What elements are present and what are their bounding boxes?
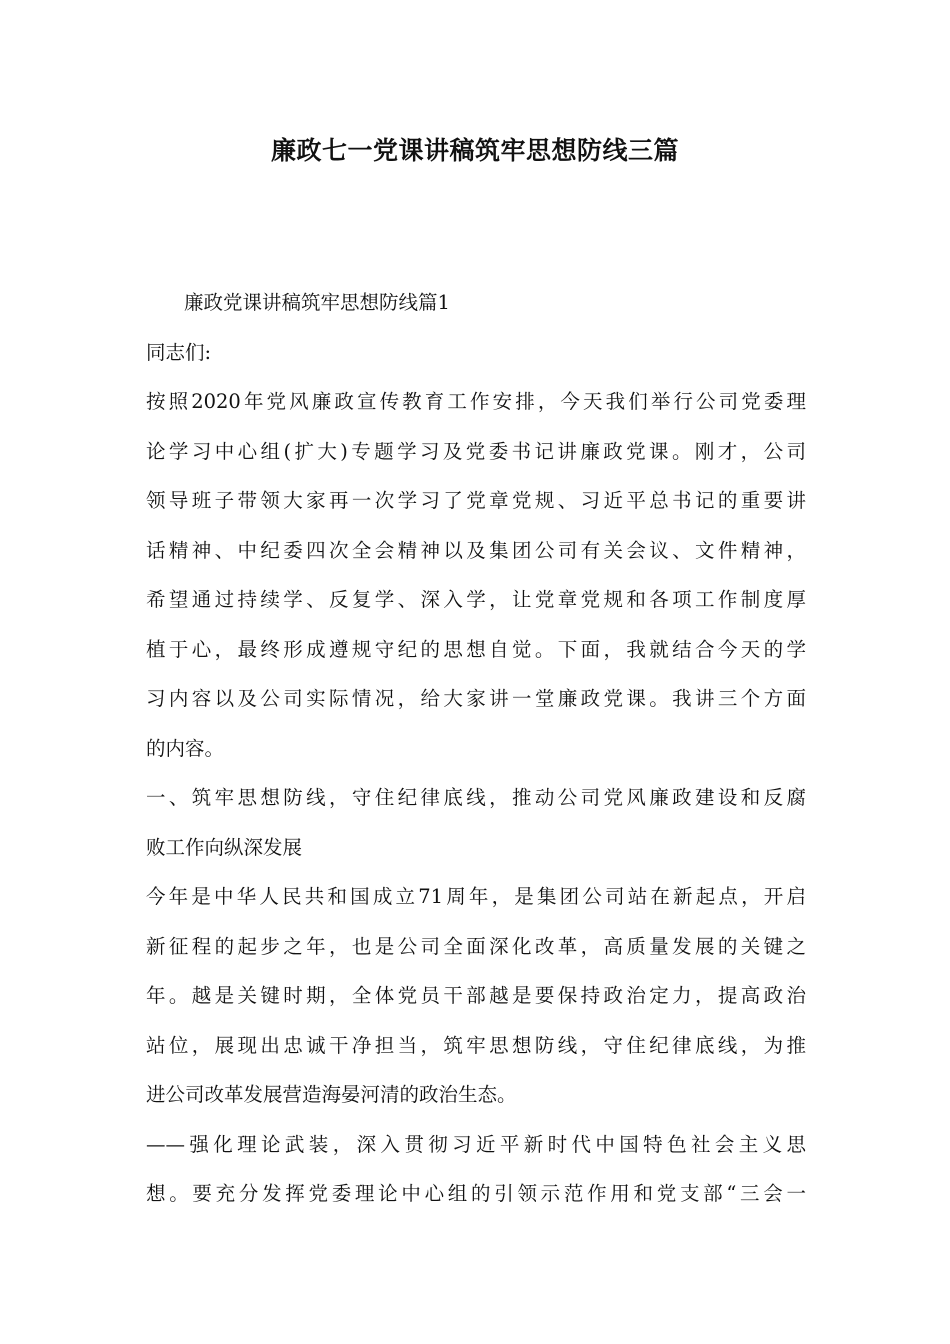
text-line: 按照2020年党风廉政宣传教育工作安排，今天我们举行公司党委理 <box>146 390 806 413</box>
text-line: 习内容以及公司实际情况，给大家讲一堂廉政党课。我讲三个方面 <box>146 687 806 710</box>
text-line: 站位，展现出忠诚干净担当，筑牢思想防线，守住纪律底线，为推 <box>146 1033 806 1057</box>
document-body <box>146 284 806 1225</box>
text-line: 新征程的起步之年，也是公司全面深化改革，高质量发展的关键之 <box>146 934 806 958</box>
text-line: 进公司改革发展营造海晏河清的政治生态。 <box>146 1083 517 1106</box>
text-line: 今年是中华人民共和国成立71周年，是集团公司站在新起点，开启 <box>146 885 806 908</box>
text-line: 话精神、中纪委四次全会精神以及集团公司有关会议、文件精神， <box>146 538 806 562</box>
text-line: ——强化理论武装，深入贯彻习近平新时代中国特色社会主义思 <box>146 1132 806 1156</box>
text-line: 论学习中心组(扩大)专题学习及党委书记讲廉政党课。刚才，公司 <box>146 439 806 463</box>
text-line: 领导班子带领大家再一次学习了党章党规、习近平总书记的重要讲 <box>146 489 806 512</box>
text-line: 年。越是关键时期，全体党员干部越是要保持政治定力，提高政治 <box>146 984 806 1007</box>
text-line: 廉政党课讲稿筑牢思想防线篇1 <box>184 291 450 314</box>
text-line: 想。要充分发挥党委理论中心组的引领示范作用和党支部“三会一 <box>146 1182 806 1205</box>
text-line: 的内容。 <box>146 736 225 760</box>
text-line: 一、筑牢思想防线，守住纪律底线，推动公司党风廉政建设和反腐 <box>146 786 806 809</box>
text-line: 败工作向纵深发展 <box>146 835 303 859</box>
text-line: 希望通过持续学、反复学、深入学，让党章党规和各项工作制度厚 <box>146 588 806 611</box>
text-line: 植于心，最终形成遵规守纪的思想自觉。下面，我就结合今天的学 <box>146 637 806 661</box>
text-line: 同志们: <box>146 340 212 364</box>
document-title: 廉政七一党课讲稿筑牢思想防线三篇 <box>270 136 679 165</box>
